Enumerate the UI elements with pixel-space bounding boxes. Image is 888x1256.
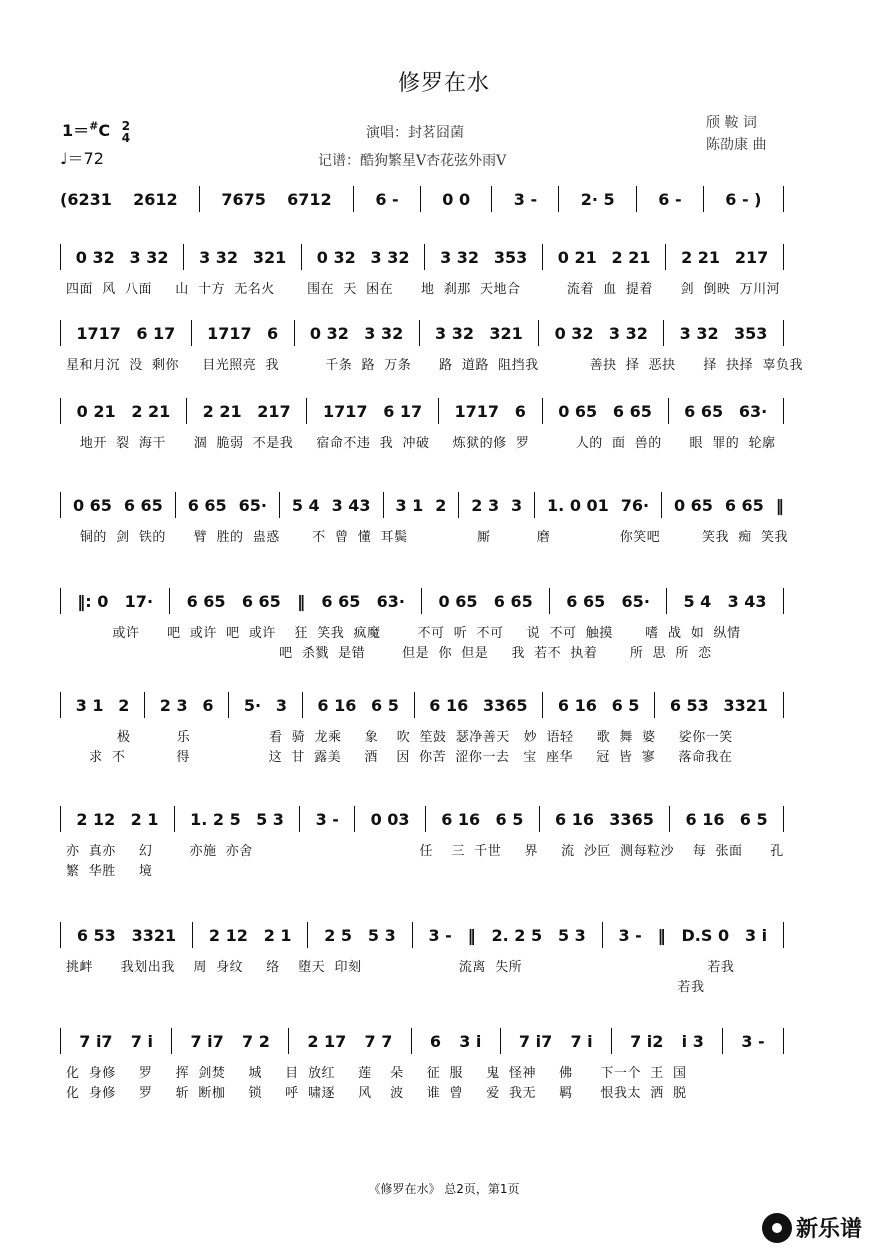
barline: [199, 186, 200, 212]
note-group: 3 43: [727, 591, 767, 611]
barline: [144, 692, 145, 718]
barline: [302, 692, 303, 718]
lyrics-line-1: 极 乐 看 骑 龙乘 象 吹 笙鼓 瑟净善天 妙 语轻 歌 舞 婆 娑你一笑: [66, 730, 733, 745]
notes-row: [60, 400, 784, 422]
note-group: 5 4: [291, 495, 320, 515]
note-group: (6231: [60, 189, 112, 209]
note-group: 3 1: [395, 495, 424, 515]
note-group: 217: [734, 247, 769, 267]
note-group: 3 32: [199, 247, 239, 267]
note-group: 6: [202, 695, 214, 715]
note-group: 63·: [376, 591, 405, 611]
note-group: 3: [275, 695, 287, 715]
note-group: 2: [435, 495, 447, 515]
note-group: 2 1: [130, 809, 159, 829]
note-group: 3 i: [744, 925, 768, 945]
note-group: 6 16: [555, 809, 594, 829]
notes-row: [60, 924, 784, 946]
barline: [191, 320, 192, 346]
note-group: 7 7: [364, 1031, 393, 1051]
notes-row: [60, 694, 784, 716]
barline: [412, 922, 413, 948]
barline: [192, 922, 193, 948]
barline: [306, 398, 307, 424]
barline: [500, 1028, 501, 1054]
note-group: 3365: [482, 695, 528, 715]
barline: [279, 492, 280, 518]
note-group: 6 17: [383, 401, 423, 421]
note-group: 3 32: [364, 323, 404, 343]
barline: [171, 1028, 172, 1054]
barline: [353, 186, 354, 212]
note-group: 3 32: [370, 247, 410, 267]
barline: [183, 244, 184, 270]
barline: [491, 186, 492, 212]
barline: [411, 1028, 412, 1054]
note-group: 6: [429, 1031, 441, 1051]
repeat-barline: ‖: [467, 925, 476, 945]
note-group: 3 -: [741, 1031, 765, 1051]
repeat-barline: ‖: [657, 925, 666, 945]
note-group: 3 -: [315, 809, 339, 829]
note-group: 7 i7: [79, 1031, 113, 1051]
note-group: 6 16: [685, 809, 725, 829]
transcriber-credit: 记谱：酷狗繁星V杏花弦外雨V: [318, 153, 507, 169]
lyricist-credit: 颀 鞍 词: [706, 115, 757, 131]
note-group: 7 i7: [190, 1031, 224, 1051]
note-group: 0 21: [557, 247, 597, 267]
barline: [60, 1028, 61, 1054]
note-group: 2· 5: [580, 189, 615, 209]
note-group: 0 65: [673, 495, 713, 515]
barline: [60, 922, 61, 948]
note-group: 6 16: [441, 809, 481, 829]
note-group: 2 3: [159, 695, 188, 715]
barline: [414, 692, 415, 718]
barline: [419, 320, 420, 346]
note-group: 3 i: [459, 1031, 482, 1051]
note-group: 3365: [609, 809, 654, 829]
note-group: 6 65: [321, 591, 361, 611]
barline: [458, 492, 459, 518]
barline: [703, 186, 704, 212]
key-sharp: #: [89, 119, 99, 133]
note-group: 3321: [131, 925, 177, 945]
note-group: 65·: [621, 591, 650, 611]
note-group: 6 16: [317, 695, 357, 715]
barline: [611, 1028, 612, 1054]
note-group: 0 65: [72, 495, 112, 515]
note-group: 6 16: [557, 695, 597, 715]
note-group: 0 65: [558, 401, 598, 421]
note-group: 6 17: [136, 323, 176, 343]
note-group: 3 32: [440, 247, 480, 267]
note-group: 6 5: [739, 809, 768, 829]
note-group: 2 12: [208, 925, 248, 945]
note-group: 7675: [221, 189, 266, 209]
note-group: 3 -: [618, 925, 642, 945]
lyrics-line-2: 吧 杀戮 是错 但是 你 但是 我 若不 执着 所 思 所 恋: [66, 646, 712, 661]
key-prefix: 1＝: [62, 121, 90, 140]
barline: [663, 320, 664, 346]
barline: [666, 588, 667, 614]
site-logo: [762, 1212, 862, 1243]
barline: [783, 588, 784, 614]
note-group: 2612: [133, 189, 178, 209]
note-group: 2: [118, 695, 130, 715]
note-group: 1. 0 01: [547, 495, 609, 515]
repeat-barline: ‖: [297, 591, 306, 611]
barline: [783, 398, 784, 424]
note-group: 6 65: [187, 495, 227, 515]
barline: [636, 186, 637, 212]
barline: [60, 320, 61, 346]
note-group: 3: [511, 495, 523, 515]
barline: [383, 492, 384, 518]
time-top: 2: [121, 118, 131, 133]
note-group: 0 65: [438, 591, 478, 611]
note-group: 6 65: [493, 591, 533, 611]
key-letter: C: [98, 121, 111, 140]
lyrics-line-1: 或许 吧 或许 吧 或许 狂 笑我 疯魔 不可 听 不可 说 不可 触摸 嗜 战 如 纵情: [66, 626, 741, 641]
note-group: 6 65: [612, 401, 652, 421]
lyrics-line-1: 地开 裂 海干 涸 脆弱 不是我 宿命不违 我 冲破 炼狱的修 罗 人的 面 兽的 眼 罪的 轮廓: [66, 436, 776, 451]
lyrics-line-2: 繁 华胜 境: [66, 864, 153, 879]
barline: [539, 806, 540, 832]
barline: [60, 244, 61, 270]
note-group: 2 17: [307, 1031, 347, 1051]
barline: [669, 806, 670, 832]
lyrics-line-1: 亦 真亦 幻 亦施 亦舍 任 三 千世 界 流 沙叵 测每粒沙 每 张面 孔: [66, 844, 784, 859]
note-group: 76·: [620, 495, 650, 515]
page-info: 《修罗在水》 总2页，第1页: [368, 1182, 520, 1196]
note-group: 6 -: [375, 189, 399, 209]
barline: [549, 588, 550, 614]
note-group: 0 32: [554, 323, 594, 343]
singer-credit: 演唱：封茗囧菌: [366, 125, 464, 141]
barline: [186, 398, 187, 424]
barline: [425, 806, 426, 832]
lyrics-line-1: 铜的 剑 铁的 臂 胜的 蛊惑 不 曾 懂 耳鬓 厮 磨 你笑吧 笑我 痴 笑我: [66, 530, 788, 545]
barline: [668, 398, 669, 424]
notes-row: [60, 1030, 784, 1052]
note-group: 6 65: [684, 401, 724, 421]
note-group: 2 12: [76, 809, 116, 829]
barline: [60, 492, 61, 518]
note-group: 5 4: [683, 591, 712, 611]
notes-row: [60, 246, 784, 268]
note-group: 3321: [723, 695, 769, 715]
note-group: 63·: [738, 401, 768, 421]
barline: [558, 186, 559, 212]
barline: [174, 806, 175, 832]
note-group: 2 3: [471, 495, 500, 515]
note-group: 3 32: [608, 323, 648, 343]
note-group: 217: [257, 401, 291, 421]
barline: [175, 492, 176, 518]
barline: [294, 320, 295, 346]
note-group: 6 5: [495, 809, 524, 829]
barline: [722, 1028, 723, 1054]
note-group: 7 i: [570, 1031, 593, 1051]
time-signature: [122, 120, 130, 144]
barline: [783, 1028, 784, 1054]
barline: [299, 806, 300, 832]
note-group: 321: [252, 247, 287, 267]
note-group: 6 65: [186, 591, 226, 611]
note-group: 17·: [124, 591, 154, 611]
barline: [783, 244, 784, 270]
barline: [60, 692, 61, 718]
note-group: 353: [734, 323, 768, 343]
barline: [783, 320, 784, 346]
note-group: 1. 2 5: [190, 809, 241, 829]
note-group: 2. 2 5: [491, 925, 543, 945]
note-group: 65·: [238, 495, 267, 515]
note-group: 0 32: [316, 247, 356, 267]
barline: [783, 186, 784, 212]
barline: [538, 320, 539, 346]
note-group: 6: [514, 401, 526, 421]
barline: [654, 692, 655, 718]
lyrics-line-2: 化 身修 罗 斩 断枷 锁 呼 啸逐 风 波 谁 曾 爱 我无 羁 恨我太 洒 脱: [66, 1086, 687, 1101]
barline: [228, 692, 229, 718]
barline: [301, 244, 302, 270]
note-group: 2 21: [131, 401, 171, 421]
note-group: 7 2: [242, 1031, 270, 1051]
note-group: 6 53: [76, 925, 116, 945]
note-group: 5 3: [367, 925, 396, 945]
note-group: 3 32: [435, 323, 474, 343]
note-group: 6 65: [566, 591, 606, 611]
note-group: 6 -: [658, 189, 682, 209]
note-group: 0 32: [309, 323, 349, 343]
note-group: 2 21: [681, 247, 721, 267]
note-group: 0 0: [442, 189, 471, 209]
note-group: 2 1: [263, 925, 292, 945]
note-group: 6 5: [611, 695, 640, 715]
barline: [169, 588, 170, 614]
repeat-barline: ‖: [775, 495, 784, 515]
note-group: 6 65: [123, 495, 163, 515]
note-group: 6 - ): [725, 189, 762, 209]
note-group: 2 5: [324, 925, 353, 945]
note-group: 6712: [287, 189, 332, 209]
barline: [60, 806, 61, 832]
barline: [534, 492, 535, 518]
barline: [60, 588, 61, 614]
barline: [542, 244, 543, 270]
notes-row: [60, 494, 784, 516]
lyrics-line-1: 挑衅 我划出我 周 身纹 络 堕天 印刻 流离 失所 若我: [66, 960, 735, 975]
note-group: 353: [493, 247, 528, 267]
note-group: 0 03: [370, 809, 410, 829]
tempo-marking: ♩＝72: [60, 149, 104, 168]
note-group: 5 3: [256, 809, 284, 829]
note-group: 1717: [207, 323, 252, 343]
barline: [661, 492, 662, 518]
repeat-barline: ‖: 0: [77, 591, 109, 611]
logo-text: 新乐谱: [796, 1217, 863, 1242]
note-group: 2 21: [202, 401, 242, 421]
lyrics-line-1: 四面 风 八面 山 十方 无名火 围在 天 困在 地 刹那 天地合 流着 血 提着 剑 倒映 万川河: [66, 282, 781, 297]
note-group: 7 i7: [518, 1031, 553, 1051]
note-group: 3 -: [513, 189, 538, 209]
note-group: 6 16: [429, 695, 469, 715]
note-group: 6 5: [371, 695, 399, 715]
note-group: 0 21: [76, 401, 116, 421]
barline: [665, 244, 666, 270]
note-group: D.S 0: [681, 925, 730, 945]
key-signature: [62, 118, 130, 144]
note-group: 1717: [323, 401, 368, 421]
barline: [602, 922, 603, 948]
barline: [542, 398, 543, 424]
note-group: 6 65: [241, 591, 281, 611]
barline: [783, 692, 784, 718]
note-group: 6 53: [669, 695, 709, 715]
note-group: 5 3: [557, 925, 586, 945]
note-group: 1717: [454, 401, 500, 421]
time-bottom: 4: [121, 130, 131, 145]
note-group: 3 32: [679, 323, 719, 343]
note-group: 0 32: [75, 247, 115, 267]
barline: [307, 922, 308, 948]
barline: [421, 588, 422, 614]
note-group: 6: [266, 323, 279, 343]
barline: [783, 806, 784, 832]
notes-row: [60, 590, 784, 612]
note-group: 3 1: [75, 695, 104, 715]
note-group: 1717: [76, 323, 121, 343]
barline: [783, 922, 784, 948]
note-group: 6 65: [724, 495, 764, 515]
note-group: 7 i2: [630, 1031, 664, 1051]
notes-row: [60, 322, 784, 344]
note-group: 3 -: [428, 925, 452, 945]
note-group: 3 43: [331, 495, 371, 515]
barline: [542, 692, 543, 718]
lyrics-line-2: 求 不 得 这 甘 露美 酒 因 你苦 涩你一去 宝 座华 冠 皆 寥 落命我在: [66, 750, 733, 765]
sheet-title: 修罗在水: [397, 71, 490, 96]
notes-row: [60, 188, 784, 210]
composer-credit: 陈劭康 曲: [706, 137, 767, 153]
note-group: i 3: [681, 1031, 704, 1051]
barline: [288, 1028, 289, 1054]
note-group: 5·: [243, 695, 262, 715]
note-group: 321: [489, 323, 523, 343]
lyrics-line-2: 若我: [66, 980, 705, 995]
note-group: 2 21: [611, 247, 651, 267]
barline: [424, 244, 425, 270]
record-icon: [762, 1213, 792, 1243]
notes-row: [60, 808, 784, 830]
lyrics-line-1: 化 身修 罗 挥 剑焚 城 目 放红 莲 朵 征 服 鬼 怪神 佛 下一个 王 国: [66, 1066, 687, 1081]
note-group: 7 i: [130, 1031, 153, 1051]
barline: [438, 398, 439, 424]
barline: [420, 186, 421, 212]
note-group: 3 32: [129, 247, 169, 267]
lyrics-line-1: 星和月沉 没 剩你 目光照亮 我 千条 路 万条 路 道路 阻挡我 善抉 择 恶抉 择 抉择 辜负我: [66, 358, 803, 373]
barline: [354, 806, 355, 832]
barline: [60, 398, 61, 424]
